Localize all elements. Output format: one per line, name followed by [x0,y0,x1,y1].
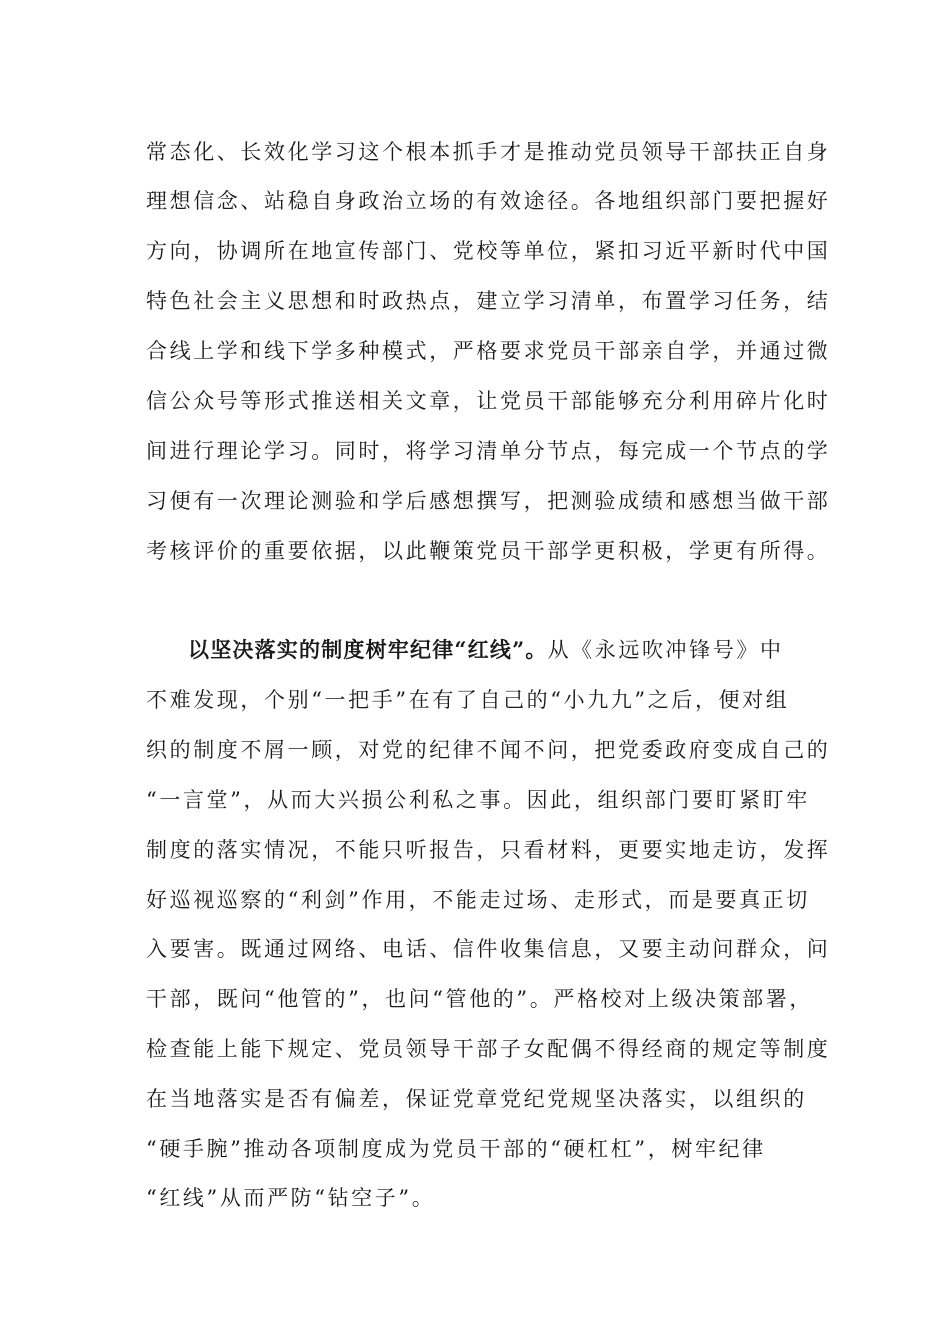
paragraph-1-line-1: 常态化、长效化学习这个根本抓手才是推动党员领导干部扶正自身 [146,140,831,164]
paragraph-1-line-8: 习便有一次理论测验和学后感想撰写，把测验成绩和感想当做干部 [146,489,831,513]
paragraph-2-line-4: “一言堂”，从而大兴损公利私之事。因此，组织部门要盯紧盯牢 [146,788,810,812]
paragraph-2-line-8: 干部，既问“他管的”，也问“管他的”。严格校对上级决策部署， [146,987,813,1011]
paragraph-2-line-6: 好巡视巡察的“利剑”作用，不能走过场、走形式，而是要真正切 [146,888,810,912]
paragraph-1-line-6: 信公众号等形式推送相关文章，让党员干部能够充分利用碎片化时 [146,389,831,413]
paragraph-2-line-11: “硬手腕”推动各项制度成为党员干部的“硬杠杠”，树牢纪律 [146,1137,766,1161]
paragraph-2-first-line [188,633,816,667]
paragraph-1-line-4: 特色社会主义思想和时政热点，建立学习清单，布置学习任务，结 [146,289,831,313]
paragraph-2-line-5: 制度的落实情况，不能只听报告，只看材料，更要实地走访，发挥 [146,838,831,862]
paragraph-2-line-7: 入要害。既通过网络、电话、信件收集信息，又要主动问群众，问 [146,937,831,961]
paragraph-2-line-2: 不难发现，个别“一把手”在有了自己的“小九九”之后，便对组 [146,688,790,712]
paragraph-2-line-3: 织的制度不屑一顾，对党的纪律不闻不问，把党委政府变成自己的 [146,738,831,762]
paragraph-2-line-12: “红线”从而严防“钻空子”。 [146,1186,436,1210]
paragraph-1-line-5: 合线上学和线下学多种模式，严格要求党员干部亲自学，并通过微 [146,339,831,363]
paragraph-1-line-3: 方向，协调所在地宣传部门、党校等单位，紧扣习近平新时代中国 [146,239,831,263]
section-heading: 以坚决落实的制度树牢纪律“红线”。 [188,637,548,662]
paragraph-2-first-line-text: 从《永远吹冲锋号》中 [547,638,784,662]
paragraph-1-line-9: 考核评价的重要依据，以此鞭策党员干部学更积极，学更有所得。 [146,539,831,563]
paragraph-1-line-2: 理想信念、站稳自身政治立场的有效途径。各地组织部门要把握好 [146,189,831,213]
paragraph-2-line-10: 在当地落实是否有偏差，保证党章党纪党规坚决落实，以组织的 [146,1087,807,1111]
paragraph-1-line-7: 间进行理论学习。同时，将学习清单分节点，每完成一个节点的学 [146,439,831,463]
paragraph-2-line-9: 检查能上能下规定、党员领导干部子女配偶不得经商的规定等制度 [146,1037,831,1061]
